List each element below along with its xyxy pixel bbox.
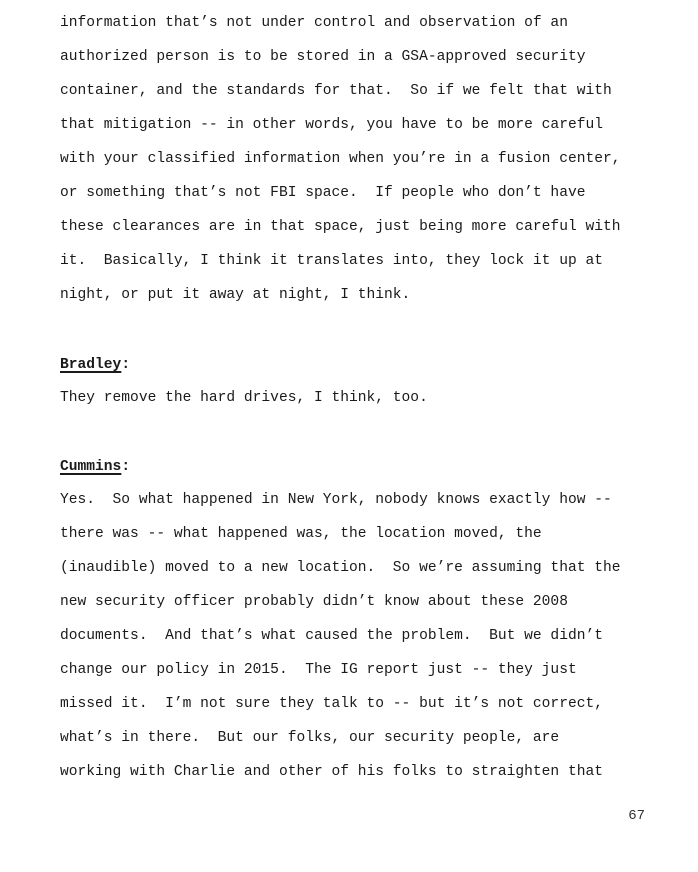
text-line: documents. And that’s what caused the problem. But we didn’t — [60, 628, 603, 644]
text-line: working with Charlie and other of his folks to straighten that — [60, 764, 603, 780]
text-line: container, and the standards for that. So if we felt that with — [60, 83, 612, 99]
transcript-paragraph-1 — [60, 6, 660, 312]
text-line: (inaudible) moved to a new location. So we’re assuming that the — [60, 560, 621, 576]
speaker-name: Cummins — [60, 459, 122, 475]
text-line: Yes. So what happened in New York, nobody knows exactly how -- — [60, 492, 612, 508]
speaker-name: Bradley — [60, 357, 122, 373]
text-line: it. Basically, I think it translates into, they lock it up at — [60, 253, 603, 269]
speaker-colon: : — [121, 357, 131, 373]
transcript-paragraph-2 — [60, 381, 660, 415]
text-line: missed it. I’m not sure they talk to -- but it’s not correct, — [60, 696, 603, 712]
speaker-label-bradley — [60, 355, 130, 375]
speaker-label-cummins — [60, 457, 130, 477]
text-line: these clearances are in that space, just being more careful with — [60, 219, 621, 235]
text-line: authorized person is to be stored in a GSA-approved security — [60, 49, 586, 65]
text-line: information that’s not under control and observation of an — [60, 15, 568, 31]
text-line: there was -- what happened was, the location moved, the — [60, 526, 542, 542]
text-line: with your classified information when you’re in a fusion center, — [60, 151, 621, 167]
text-line: or something that’s not FBI space. If people who don’t have — [60, 185, 586, 201]
text-line: change our policy in 2015. The IG report just -- they just — [60, 662, 577, 678]
page-number: 67 — [628, 808, 645, 824]
text-line: what’s in there. But our folks, our security people, are — [60, 730, 560, 746]
text-line: new security officer probably didn’t know about these 2008 — [60, 594, 568, 610]
text-line: that mitigation -- in other words, you have to be more careful — [60, 117, 603, 133]
text-line: They remove the hard drives, I think, too. — [60, 390, 428, 406]
text-line: night, or put it away at night, I think. — [60, 287, 411, 303]
speaker-colon: : — [121, 459, 131, 475]
transcript-paragraph-3 — [60, 483, 660, 789]
